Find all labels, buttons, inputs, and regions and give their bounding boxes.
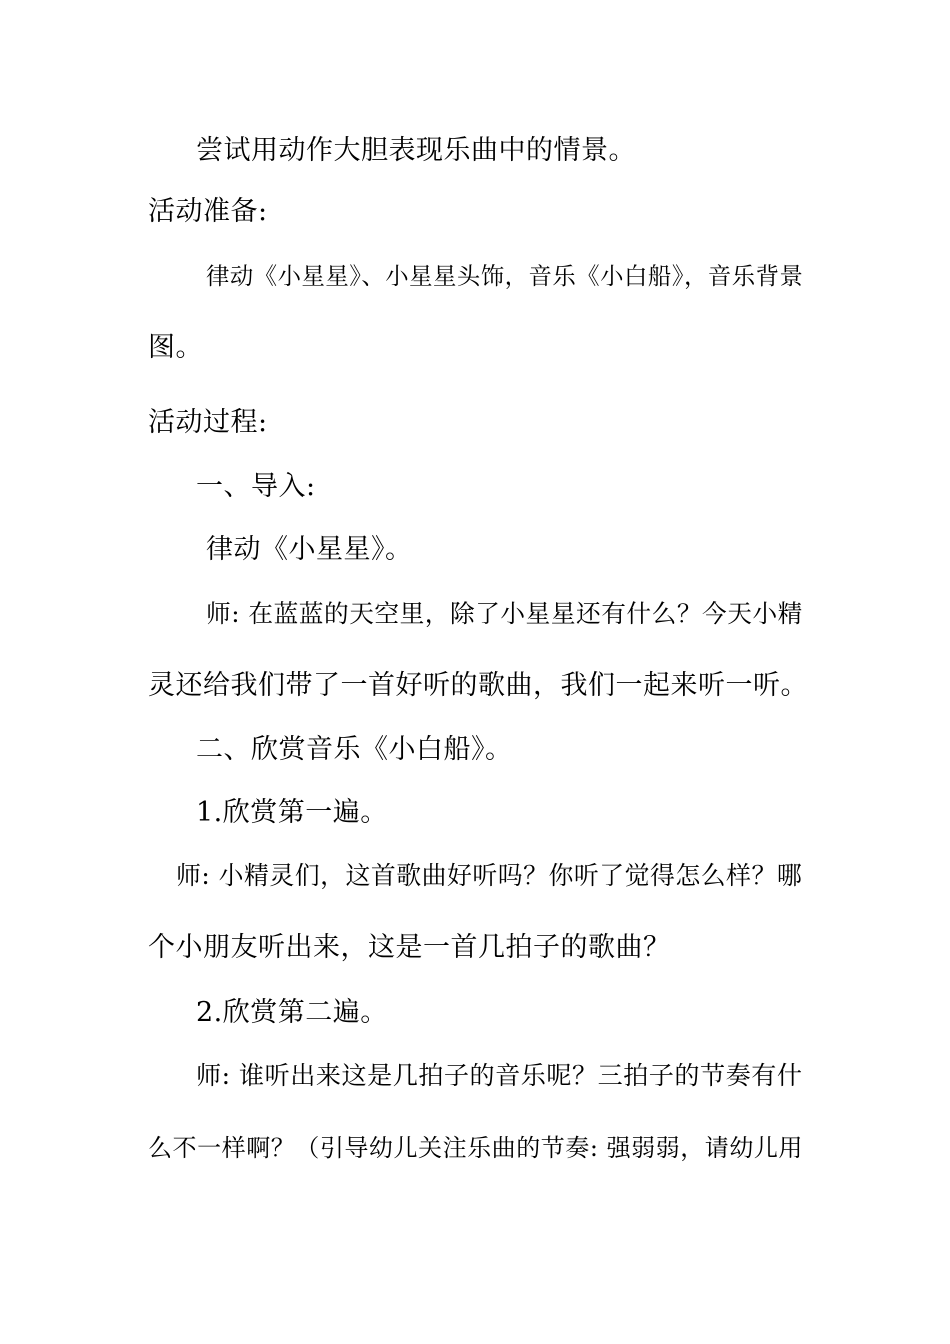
- text-line: 1.欣赏第一遍。: [196, 797, 388, 828]
- text-line: 灵还给我们带了一首好听的歌曲，我们一起来听一听。: [148, 670, 808, 701]
- text-line: 师: 在蓝蓝的天空里，除了小星星还有什么？今天小精: [206, 599, 803, 628]
- text-line: 师: 谁听出来这是几拍子的音乐呢？三拍子的节奏有什: [196, 1061, 803, 1090]
- text-line: 么不一样啊？（引导幼儿关注乐曲的节奏: 强弱弱，请幼儿用: [148, 1134, 803, 1162]
- section-heading: 活动过程:: [148, 407, 268, 438]
- text-line: 律动《小星星》。: [206, 534, 413, 565]
- text-line: 个小朋友听出来，这是一首几拍子的歌曲？: [148, 932, 671, 963]
- text-line: 图。: [148, 332, 203, 363]
- subsection-heading: 一、导入:: [196, 471, 316, 502]
- subsection-heading: 二、欣赏音乐《小白船》。: [196, 734, 513, 765]
- text-line: 律动《小星星》、小星星头饰，音乐《小白船》，音乐背景: [206, 262, 804, 290]
- text-line: 师: 小精灵们，这首歌曲好听吗？你听了觉得怎么样？哪: [176, 861, 803, 890]
- section-heading: 活动准备:: [148, 196, 268, 227]
- text-line: 2.欣赏第二遍。: [196, 997, 388, 1028]
- text-line: 尝试用动作大胆表现乐曲中的情景。: [196, 135, 636, 166]
